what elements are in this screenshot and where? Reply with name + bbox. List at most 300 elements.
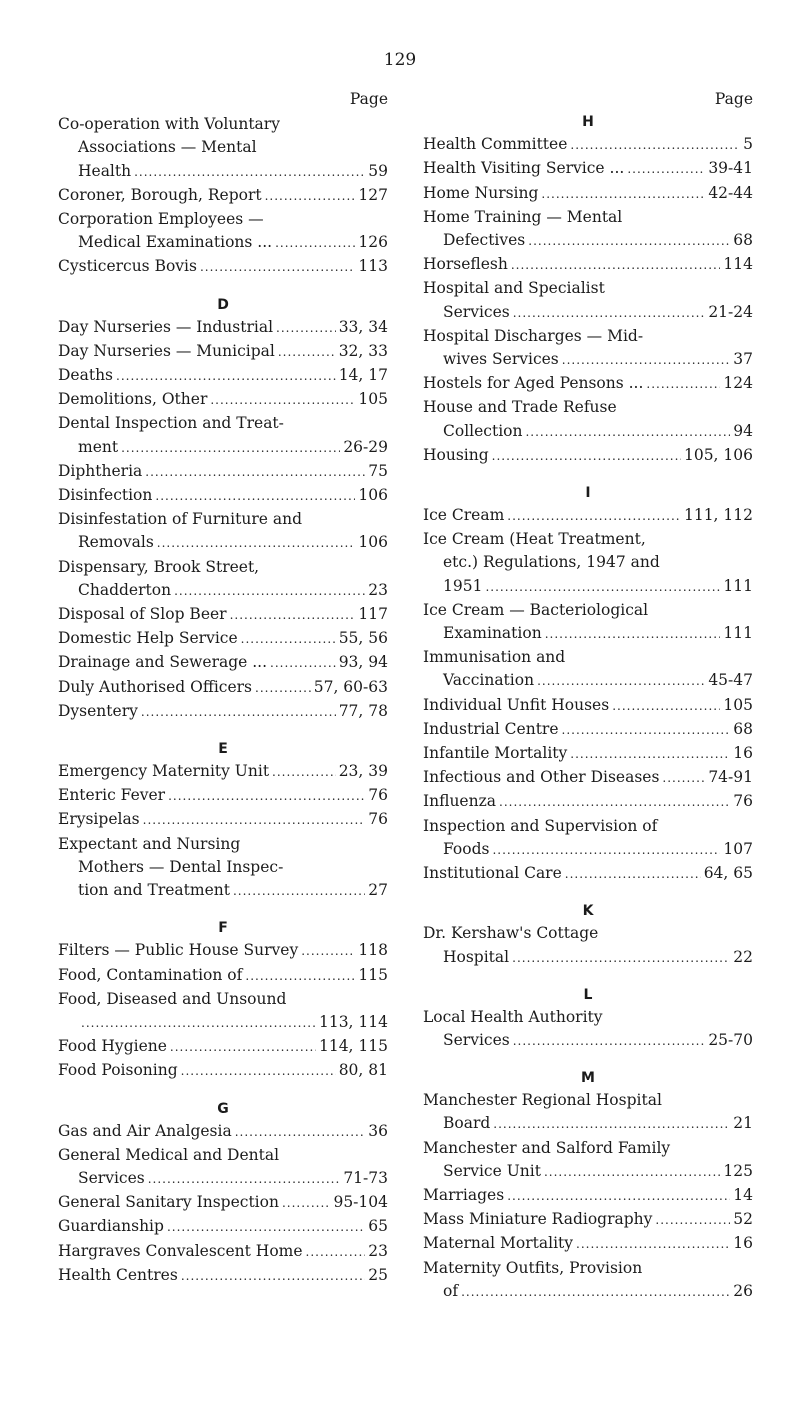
dot-leader: [278, 341, 336, 364]
entry-line: [58, 603, 388, 627]
entry-text: 1951: [443, 576, 483, 595]
index-entry: [423, 444, 753, 468]
entry-line: [423, 301, 753, 325]
index-entry: [58, 364, 388, 388]
index-entry: [58, 1215, 388, 1239]
entry-line: [58, 255, 388, 279]
index-entry: [423, 862, 753, 886]
index-entry: [423, 133, 753, 157]
dot-leader: [485, 576, 720, 599]
entry-text: Services: [443, 302, 510, 321]
index-entry: [423, 253, 753, 277]
entry-text: Medical Examinations ...: [78, 233, 273, 252]
entry-line: [423, 1006, 753, 1029]
entry-page-number: 25-70: [708, 1030, 753, 1049]
index-entry: [423, 742, 753, 766]
dot-leader: [235, 1121, 366, 1144]
entry-line: [58, 579, 388, 603]
dot-leader: [157, 532, 356, 555]
entry-page-number: 27: [368, 881, 388, 900]
entry-page-number: 111, 112: [683, 506, 753, 525]
entry-line: [58, 676, 388, 700]
dot-leader: [511, 254, 721, 277]
index-entry: [58, 388, 388, 412]
entry-line: [58, 531, 388, 555]
entry-text: Erysipelas: [58, 810, 140, 829]
entry-page-number: 32, 33: [338, 341, 388, 360]
dot-leader: [181, 1060, 336, 1083]
section-letter: K: [582, 903, 594, 920]
index-entry: [423, 372, 753, 396]
index-entry: [58, 255, 388, 279]
entry-line: [423, 253, 753, 277]
entry-page-number: 59: [368, 161, 388, 180]
entry-page-number: 126: [358, 233, 388, 252]
entry-text: Disinfection: [58, 486, 153, 505]
entry-line: [58, 388, 388, 412]
page-column-header: Page: [714, 90, 753, 108]
entry-line: [423, 622, 753, 646]
entry-line: [58, 651, 388, 675]
dot-leader: [155, 485, 355, 508]
entry-page-number: 76: [733, 792, 753, 811]
index-entry: [58, 208, 388, 255]
entry-line: [58, 988, 388, 1011]
entry-line: [58, 1035, 388, 1059]
entry-page-number: 111: [723, 624, 753, 643]
entry-page-number: 114: [723, 255, 753, 274]
section-letter: I: [585, 485, 591, 502]
entry-line: [423, 922, 753, 945]
entry-text: Health: [78, 161, 132, 180]
dot-leader: [565, 863, 701, 886]
entry-line: [58, 833, 388, 856]
entry-text: Filters — Public House Survey: [58, 941, 299, 960]
index-entry: [58, 1120, 388, 1144]
index-entry: [423, 157, 753, 181]
index-entry: [423, 396, 753, 443]
entry-page-number: 76: [368, 810, 388, 829]
entry-line: [58, 184, 388, 208]
entry-text: Collection: [443, 421, 523, 440]
entry-text: Ice Cream (Heat Treatment,: [423, 530, 646, 549]
entry-text: Dr. Kershaw's Cottage: [423, 924, 599, 943]
entry-page-number: 23, 39: [338, 762, 388, 781]
entry-line: [58, 340, 388, 364]
index-entry: [58, 833, 388, 904]
entry-text: Horseflesh: [423, 255, 508, 274]
entry-text: Removals: [78, 533, 154, 552]
entry-line: [423, 1137, 753, 1160]
dot-leader: [181, 1265, 365, 1288]
entry-page-number: 68: [733, 231, 753, 250]
entry-page-number: 23: [368, 1241, 388, 1260]
index-entry: [423, 815, 753, 862]
entry-page-number: 106: [358, 486, 388, 505]
entry-text: Co-operation with Voluntary: [58, 115, 280, 134]
page-column-header: Page: [349, 90, 388, 108]
entry-text: Hospital Discharges — Mid-: [423, 326, 644, 345]
entry-line: [423, 1160, 753, 1184]
dot-leader: [513, 302, 706, 325]
entry-line: [423, 206, 753, 229]
index-entry: [58, 113, 388, 184]
entry-text: Individual Unfit Houses: [423, 695, 610, 714]
entry-line: [58, 231, 388, 255]
index-entry: [58, 676, 388, 700]
entry-text: Mothers — Dental Inspec-: [78, 857, 284, 876]
entry-text: Maternity Outfits, Provision: [423, 1258, 643, 1277]
entry-page-number: 113: [358, 257, 388, 276]
entry-line: [423, 396, 753, 419]
index-entry: [58, 700, 388, 724]
dot-leader: [525, 421, 730, 444]
entry-page-number: 118: [358, 941, 388, 960]
entry-text: Board: [443, 1114, 491, 1133]
entry-line: [423, 277, 753, 300]
dot-leader: [512, 947, 730, 970]
entry-page-number: 21: [733, 1114, 753, 1133]
entry-page-number: 105: [723, 695, 753, 714]
index-entry: [58, 1144, 388, 1191]
entry-line: [423, 444, 753, 468]
index-column-right: [423, 88, 753, 1304]
dot-leader: [544, 1161, 720, 1184]
entry-line: [58, 508, 388, 531]
entry-line: [423, 229, 753, 253]
entry-text: Ice Cream: [423, 506, 505, 525]
entry-text: of: [443, 1281, 459, 1300]
dot-leader: [167, 1216, 365, 1239]
entry-line: [58, 1240, 388, 1264]
entry-line: [58, 784, 388, 808]
entry-page-number: 94: [733, 421, 753, 440]
index-entry: [58, 603, 388, 627]
entry-line: [423, 504, 753, 528]
entry-text: Institutional Care: [423, 864, 562, 883]
entry-page-number: 33, 34: [338, 317, 388, 336]
dot-leader: [493, 1113, 730, 1136]
dot-leader: [537, 670, 705, 693]
dot-leader: [627, 158, 705, 181]
index-entry: [58, 184, 388, 208]
entry-text: Dental Inspection and Treat-: [58, 414, 284, 433]
entry-text: Food, Diseased and Unsound: [58, 989, 287, 1008]
entry-line: [423, 348, 753, 372]
entry-line: [423, 694, 753, 718]
entry-line: [423, 838, 753, 862]
dot-leader: [492, 445, 681, 468]
entry-line: [58, 556, 388, 579]
dot-leader: [168, 785, 365, 808]
entry-text: Industrial Centre: [423, 719, 559, 738]
entry-text: Hospital: [443, 947, 510, 966]
entry-line: [58, 460, 388, 484]
entry-text: Gas and Air Analgesia: [58, 1121, 232, 1140]
entry-line: [423, 1257, 753, 1280]
entry-text: Domestic Help Service: [58, 629, 238, 648]
index-entry: [58, 460, 388, 484]
dot-leader: [230, 604, 356, 627]
entry-text: Ice Cream — Bacteriological: [423, 600, 649, 619]
entry-text: Services: [78, 1168, 145, 1187]
dot-leader: [306, 1241, 366, 1264]
entry-line: [58, 364, 388, 388]
dot-leader: [499, 791, 730, 814]
dot-leader: [570, 134, 740, 157]
index-entry: [58, 556, 388, 603]
index-entry: [58, 808, 388, 832]
entry-line: [423, 575, 753, 599]
entry-page-number: 111: [723, 576, 753, 595]
dot-leader: [275, 232, 355, 255]
entry-text: General Sanitary Inspection: [58, 1193, 279, 1212]
entry-line: [423, 766, 753, 790]
entry-text: Health Committee: [423, 135, 568, 154]
entry-text: Day Nurseries — Municipal: [58, 341, 275, 360]
entry-line: [58, 879, 388, 903]
entry-line: [58, 412, 388, 435]
entry-text: Manchester and Salford Family: [423, 1138, 671, 1157]
section-letter: E: [218, 741, 228, 758]
entry-line: [58, 1191, 388, 1215]
entry-line: [58, 939, 388, 963]
entry-text: Maternal Mortality: [423, 1234, 574, 1253]
entry-text: Immunisation and: [423, 648, 566, 667]
dot-leader: [81, 1012, 316, 1035]
index-entry: [423, 1089, 753, 1136]
entry-page-number: 16: [733, 744, 753, 763]
entry-text: Disinfestation of Furniture and: [58, 510, 302, 529]
entry-line: [58, 808, 388, 832]
dot-leader: [513, 1030, 706, 1053]
dot-leader: [612, 695, 720, 718]
entry-line: [58, 1167, 388, 1191]
entry-line: [58, 700, 388, 724]
entry-line: [423, 1029, 753, 1053]
entry-text: Duly Authorised Officers: [58, 677, 253, 696]
entry-line: [58, 113, 388, 136]
entry-text: Food Hygiene: [58, 1037, 167, 1056]
entry-text: Expectant and Nursing: [58, 834, 241, 853]
index-entry: [423, 1184, 753, 1208]
entry-text: Demolitions, Other: [58, 390, 208, 409]
dot-leader: [276, 317, 336, 340]
section-letter: F: [218, 920, 228, 937]
entry-line: [423, 646, 753, 669]
entry-line: [58, 964, 388, 988]
index-column-left: [58, 88, 388, 1288]
entry-text: Dispensary, Brook Street,: [58, 557, 260, 576]
section-letter: D: [217, 296, 229, 313]
index-entry: [423, 325, 753, 372]
entry-page-number: 64, 65: [703, 864, 753, 883]
entry-line: [58, 208, 388, 231]
entry-page-number: 117: [358, 605, 388, 624]
entry-line: [58, 136, 388, 159]
entry-text: Foods: [443, 839, 490, 858]
entry-page-number: 71-73: [343, 1168, 388, 1187]
entry-text: Infectious and Other Diseases: [423, 768, 660, 787]
entry-text: Infantile Mortality: [423, 744, 568, 763]
index-entry: [423, 694, 753, 718]
entry-page-number: 80, 81: [338, 1061, 388, 1080]
entry-text: Diphtheria: [58, 461, 143, 480]
index-entry: [58, 316, 388, 340]
dot-leader: [562, 719, 731, 742]
entry-text: Examination: [443, 624, 542, 643]
entry-page-number: 74-91: [708, 768, 753, 787]
entry-line: [58, 1011, 388, 1035]
entry-text: Service Unit: [443, 1161, 541, 1180]
entry-line: [423, 815, 753, 838]
entry-text: Emergency Maternity Unit: [58, 762, 270, 781]
index-entry: [423, 504, 753, 528]
entry-text: Services: [443, 1030, 510, 1049]
dot-leader: [646, 373, 720, 396]
entry-page-number: 14: [733, 1185, 753, 1204]
index-entry: [423, 1006, 753, 1053]
dot-leader: [562, 349, 731, 372]
entry-text: etc.) Regulations, 1947 and: [443, 553, 660, 572]
entry-page-number: 26: [733, 1281, 753, 1300]
dot-leader: [241, 628, 336, 651]
dot-leader: [507, 505, 681, 528]
index-entry: [423, 1208, 753, 1232]
entry-page-number: 22: [733, 947, 753, 966]
page-number: 129: [383, 50, 417, 70]
dot-leader: [270, 652, 336, 675]
dot-leader: [507, 1185, 730, 1208]
entry-line: [423, 551, 753, 574]
entry-line: [423, 182, 753, 206]
dot-leader: [662, 767, 705, 790]
dot-leader: [541, 183, 705, 206]
index-entry: [423, 206, 753, 253]
entry-page-number: 42-44: [708, 183, 753, 202]
entry-text: Home Nursing: [423, 183, 539, 202]
index-entry: [58, 1035, 388, 1059]
dot-leader: [174, 580, 365, 603]
entry-text: Disposal of Slop Beer: [58, 605, 227, 624]
entry-line: [58, 160, 388, 184]
entry-text: Influenza: [423, 792, 496, 811]
dot-leader: [145, 461, 365, 484]
index-entry: [58, 784, 388, 808]
index-entry: [423, 646, 753, 693]
index-entry: [58, 412, 388, 459]
index-entry: [423, 790, 753, 814]
entry-line: [423, 325, 753, 348]
entry-line: [423, 157, 753, 181]
index-entry: [58, 760, 388, 784]
entry-text: House and Trade Refuse: [423, 398, 617, 417]
index-entry: [423, 1232, 753, 1256]
entry-text: Chadderton: [78, 580, 172, 599]
dot-leader: [134, 161, 365, 184]
entry-line: [423, 133, 753, 157]
entry-page-number: 105: [358, 390, 388, 409]
dot-leader: [545, 623, 721, 646]
entry-page-number: 115: [358, 965, 388, 984]
index-entry: [58, 1191, 388, 1215]
entry-line: [58, 627, 388, 651]
entry-line: [423, 420, 753, 444]
entry-line: [58, 1264, 388, 1288]
entry-page-number: 95-104: [333, 1193, 388, 1212]
index-entry: [58, 508, 388, 555]
index-entry: [423, 922, 753, 969]
index-entry: [423, 766, 753, 790]
index-entry: [58, 1059, 388, 1083]
entry-line: [58, 1215, 388, 1239]
dot-leader: [200, 256, 355, 279]
entry-page-number: 75: [368, 461, 388, 480]
entry-line: [58, 484, 388, 508]
entry-text: Inspection and Supervision of: [423, 816, 658, 835]
index-entry: [58, 964, 388, 988]
dot-leader: [272, 761, 336, 784]
entry-line: [423, 718, 753, 742]
entry-text: Health Centres: [58, 1265, 178, 1284]
entry-page-number: 77, 78: [338, 701, 388, 720]
entry-text: Associations — Mental: [78, 138, 257, 157]
entry-text: Cysticercus Bovis: [58, 257, 197, 276]
entry-page-number: 37: [733, 350, 753, 369]
entry-text: Food Poisoning: [58, 1061, 178, 1080]
entry-page-number: 93, 94: [338, 653, 388, 672]
entry-text: Hospital and Specialist: [423, 279, 605, 298]
dot-leader: [255, 677, 311, 700]
entry-text: Hargraves Convalescent Home: [58, 1241, 303, 1260]
entry-text: Home Training — Mental: [423, 207, 623, 226]
dot-leader: [233, 880, 365, 903]
dot-leader: [245, 965, 355, 988]
entry-page-number: 23: [368, 580, 388, 599]
index-entry: [58, 651, 388, 675]
dot-leader: [461, 1281, 730, 1304]
dot-leader: [570, 743, 730, 766]
entry-page-number: 105, 106: [683, 445, 753, 464]
entry-text: Defectives: [443, 231, 526, 250]
index-entry: [423, 182, 753, 206]
entry-page-number: 16: [733, 1234, 753, 1253]
entry-line: [423, 1184, 753, 1208]
dot-leader: [141, 701, 336, 724]
entry-page-number: 65: [368, 1217, 388, 1236]
index-entry: [58, 1264, 388, 1288]
entry-text: Housing: [423, 445, 489, 464]
entry-text: Dysentery: [58, 701, 138, 720]
entry-page-number: 14, 17: [338, 366, 388, 385]
entry-text: General Medical and Dental: [58, 1145, 280, 1164]
entry-text: Drainage and Sewerage ...: [58, 653, 268, 672]
entry-line: [423, 862, 753, 886]
entry-line: [423, 790, 753, 814]
entry-line: [58, 1059, 388, 1083]
entry-text: Day Nurseries — Industrial: [58, 317, 274, 336]
entry-line: [423, 372, 753, 396]
dot-leader: [210, 389, 355, 412]
section-letter: H: [582, 114, 594, 131]
section-letter: G: [217, 1100, 229, 1117]
entry-page-number: 45-47: [708, 671, 753, 690]
entry-text: tion and Treatment: [78, 881, 230, 900]
entry-line: [58, 1120, 388, 1144]
entry-page-number: 68: [733, 719, 753, 738]
entry-line: [423, 599, 753, 622]
entry-text: wives Services: [443, 350, 559, 369]
